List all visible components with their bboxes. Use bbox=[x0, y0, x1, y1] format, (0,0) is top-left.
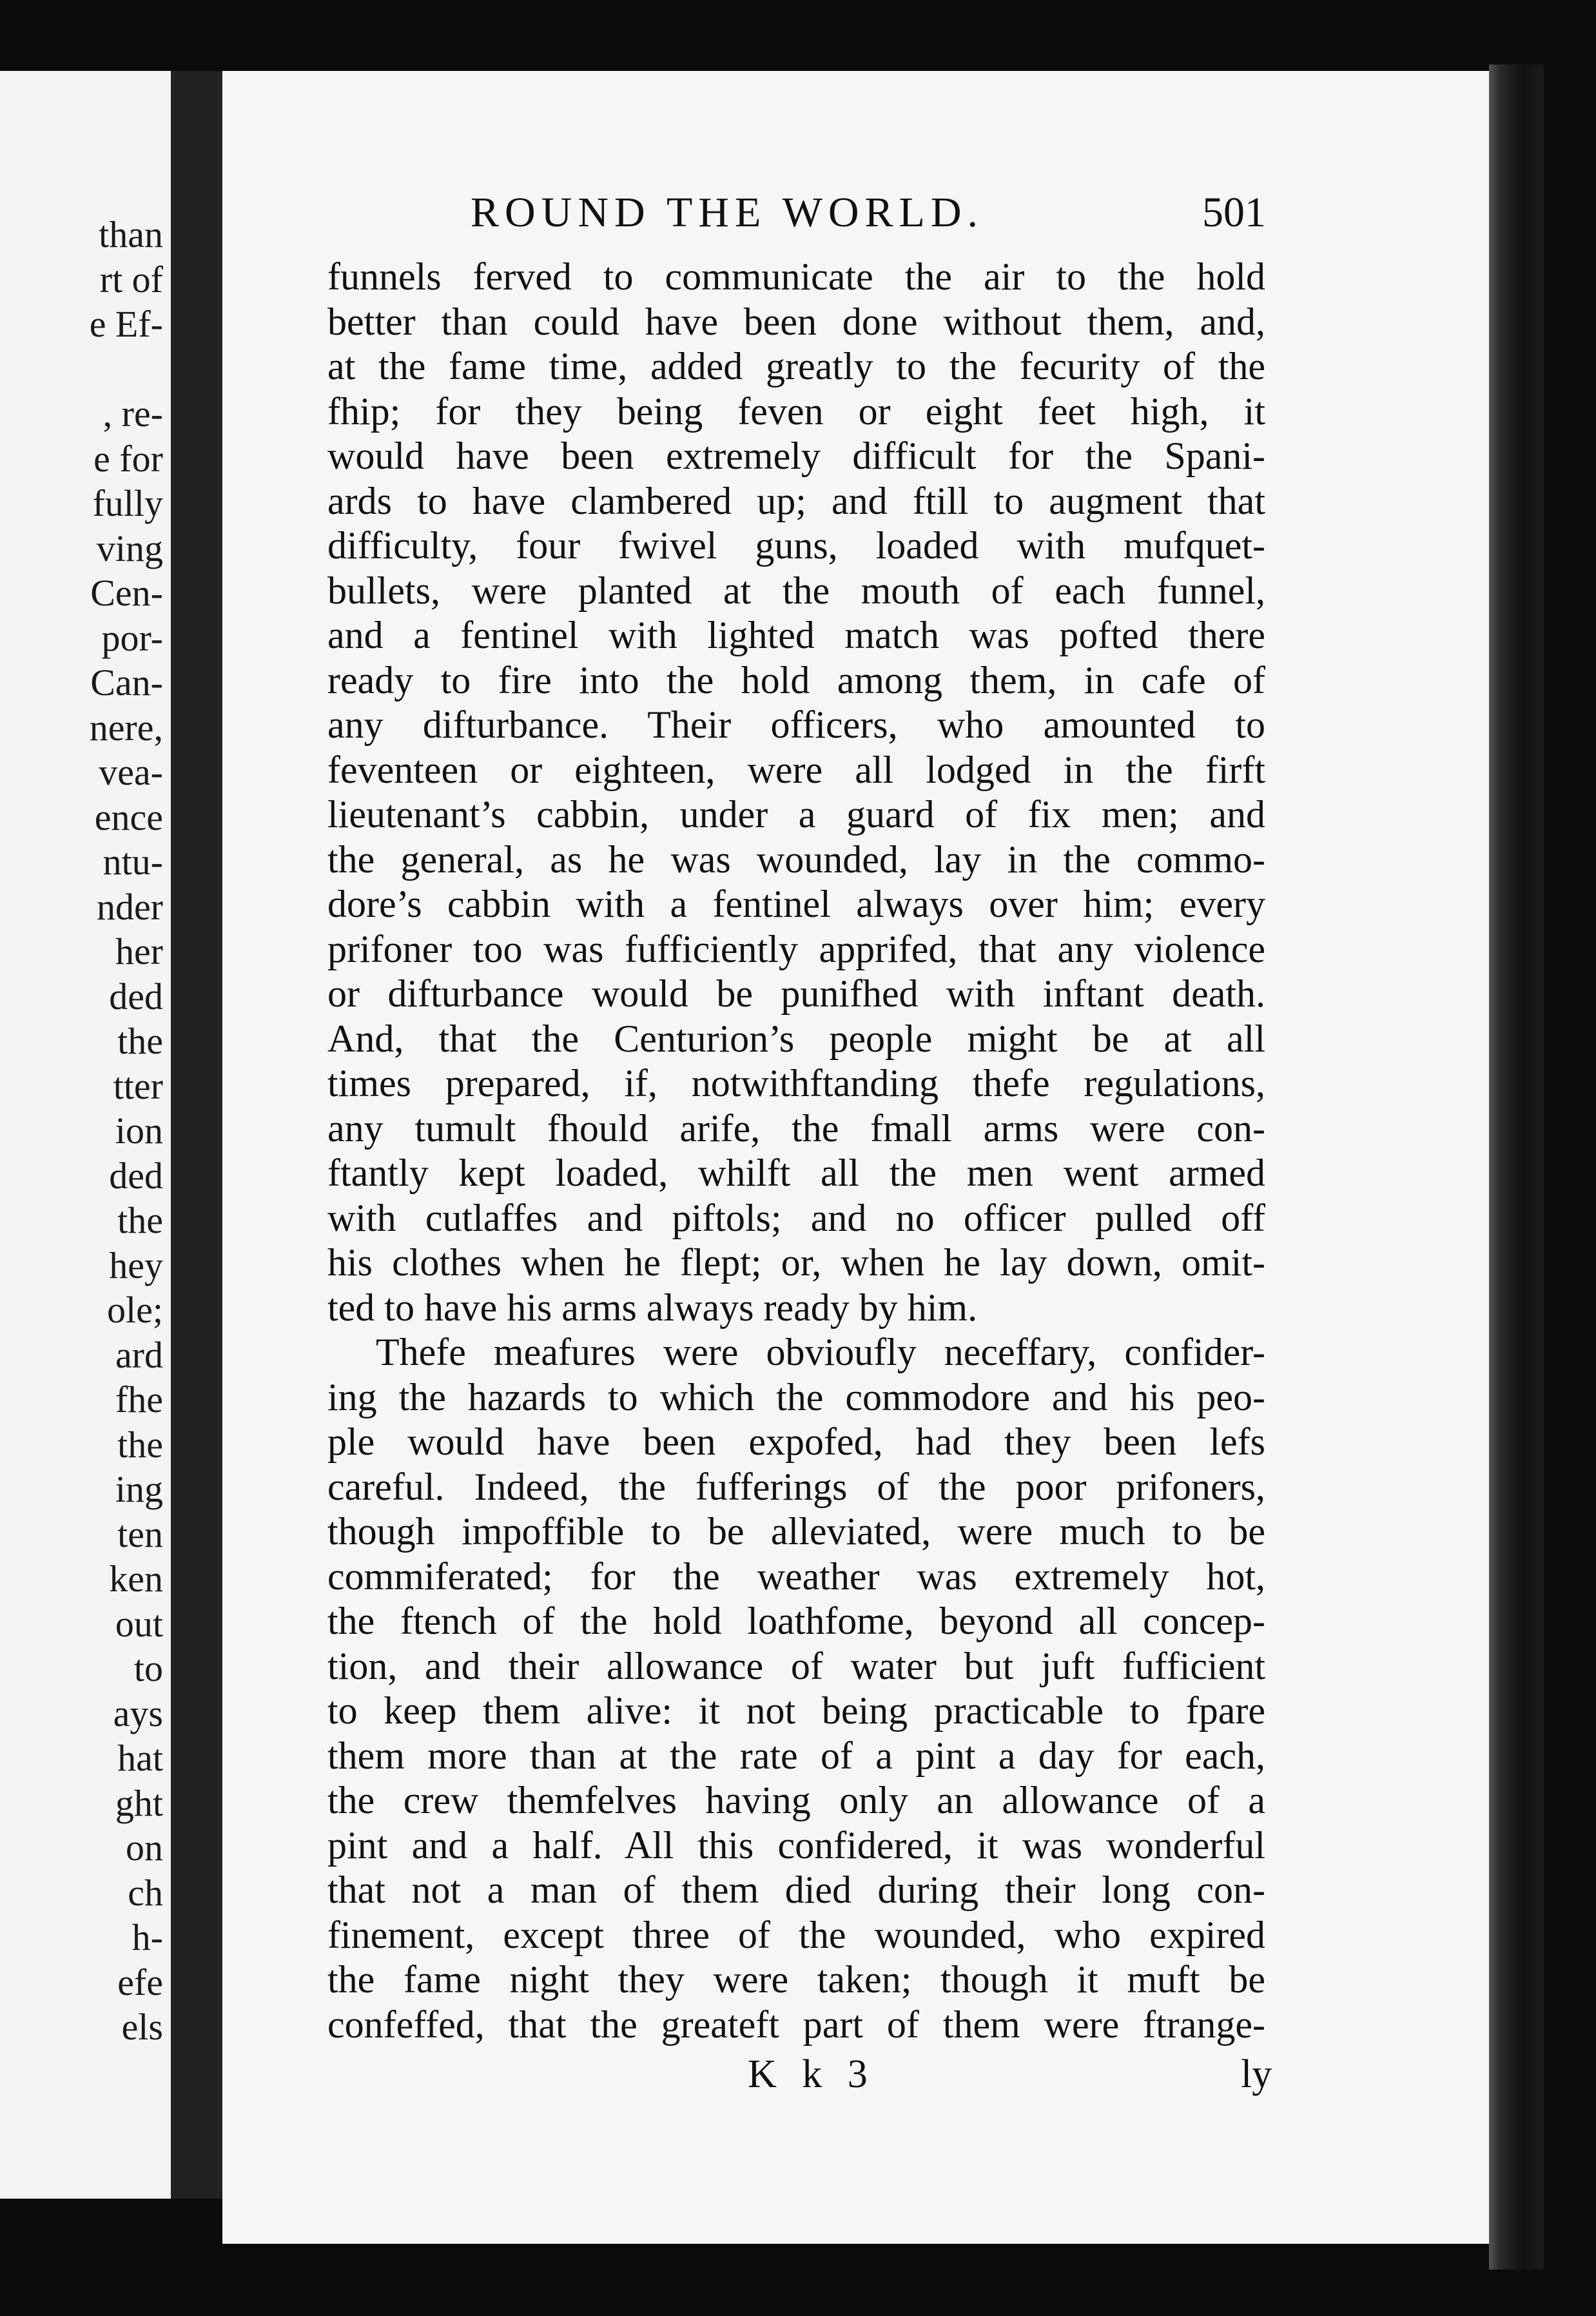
body-text bbox=[327, 255, 1265, 2047]
book-edge bbox=[1489, 64, 1544, 2270]
facing-page-line: por- bbox=[101, 616, 163, 659]
text-line: prifoner too was fufficiently apprifed, that any violence bbox=[327, 927, 1265, 970]
text-line: the crew themfelves having only an allowance of a bbox=[327, 1779, 1265, 1821]
text-line: the fame night they were taken; though it muft be bbox=[327, 1958, 1265, 2001]
facing-page-line: nder bbox=[96, 885, 163, 928]
text-line: to keep them alive: it not being practicable to fpare bbox=[327, 1689, 1265, 1732]
facing-page-line: the bbox=[117, 1020, 163, 1062]
facing-page-line: nere, bbox=[89, 706, 163, 749]
facing-page-line: ving bbox=[96, 527, 163, 569]
text-line: at the fame time, added greatly to the fecurity of the bbox=[327, 345, 1265, 388]
text-line: the ftench of the hold loathfome, beyond all concep- bbox=[327, 1600, 1265, 1642]
facing-page-fragment bbox=[0, 71, 171, 2199]
text-line: his clothes when he flept; or, when he lay down, omit- bbox=[327, 1241, 1265, 1284]
facing-page-line: ays bbox=[113, 1692, 163, 1734]
facing-page-line: ten bbox=[117, 1513, 163, 1555]
running-head: ROUND THE WORLD. bbox=[471, 189, 984, 236]
facing-page-line: ion bbox=[115, 1110, 163, 1152]
facing-page-line: Cen- bbox=[90, 572, 163, 614]
text-line: Thefe meafures were obvioufly neceffary, confider- bbox=[376, 1331, 1265, 1373]
text-line: ing the hazards to which the commodore and his peo- bbox=[327, 1375, 1265, 1418]
text-line: ards to have clambered up; and ftill to augment that bbox=[327, 479, 1265, 522]
facing-page-line: ded bbox=[109, 975, 163, 1017]
text-line: And, that the Centurion’s people might be at all bbox=[327, 1017, 1265, 1060]
text-line: commiferated; for the weather was extremely hot, bbox=[327, 1555, 1265, 1598]
signature-mark: K k 3 bbox=[748, 2052, 875, 2096]
text-line: times prepared, if, notwithftanding thefe regulations, bbox=[327, 1062, 1265, 1104]
facing-page-line: ken bbox=[109, 1558, 163, 1600]
facing-page-line: than bbox=[99, 213, 163, 255]
facing-page-line: tter bbox=[113, 1065, 163, 1107]
facing-page-line: Can- bbox=[90, 662, 163, 703]
facing-page-line: to bbox=[133, 1647, 163, 1689]
facing-page-line: rt of bbox=[99, 258, 163, 300]
text-line: bullets, were planted at the mouth of each funnel, bbox=[327, 569, 1265, 612]
text-line: or difturbance would be punifhed with inftant death. bbox=[327, 972, 1265, 1015]
text-line: ted to have his arms always ready by him. bbox=[327, 1286, 978, 1329]
text-line: ftantly kept loaded, whilft all the men went armed bbox=[327, 1152, 1265, 1194]
book-gutter bbox=[171, 71, 222, 2199]
facing-page-line: the bbox=[117, 1423, 163, 1466]
facing-page-line: e for bbox=[93, 437, 163, 480]
text-line: difficulty, four fwivel guns, loaded with mufquet- bbox=[327, 524, 1265, 567]
facing-page-line: out bbox=[115, 1602, 163, 1645]
text-line: feventeen or eighteen, were all lodged in the firft bbox=[327, 748, 1265, 791]
facing-page-line: the bbox=[117, 1199, 163, 1241]
facing-page-line: vea- bbox=[99, 751, 163, 793]
facing-page-line: hey bbox=[109, 1244, 163, 1286]
text-line: finement, except three of the wounded, who expired bbox=[327, 1913, 1265, 1956]
text-line: ple would have been expofed, had they been lefs bbox=[327, 1420, 1265, 1463]
facing-page-line: , re- bbox=[102, 393, 163, 435]
facing-page-line: hat bbox=[117, 1737, 163, 1779]
facing-page-line: ence bbox=[94, 796, 163, 838]
text-line: though impoffible to be alleviated, were much to be bbox=[327, 1510, 1265, 1553]
facing-page-line: ole; bbox=[107, 1289, 163, 1331]
text-line: confeffed, that the greateft part of them were ftrange- bbox=[327, 2003, 1265, 2046]
text-line: funnels ferved to communicate the air to the hold bbox=[327, 255, 1265, 298]
facing-page-line: ght bbox=[115, 1781, 163, 1824]
text-line: pint and a half. All this confidered, it was wonderful bbox=[327, 1823, 1265, 1867]
text-line: with cutlaffes and piftols; and no officer pulled off bbox=[327, 1196, 1265, 1239]
text-line: better than could have been done without them, and, bbox=[327, 300, 1265, 343]
text-line: them more than at the rate of a pint a day for each, bbox=[327, 1734, 1265, 1777]
facing-page-line: ch bbox=[128, 1871, 163, 1914]
text-line: lieutenant’s cabbin, under a guard of fix men; and bbox=[327, 793, 1265, 836]
facing-page-line: her bbox=[115, 930, 163, 972]
facing-page-line: efe bbox=[117, 1961, 163, 2003]
facing-page-line: h- bbox=[131, 1916, 163, 1958]
facing-page-line: fully bbox=[92, 482, 163, 524]
text-line: the general, as he was wounded, lay in the commo- bbox=[327, 838, 1265, 881]
text-line: would have been extremely difficult for the Spani- bbox=[327, 435, 1265, 477]
text-line: tion, and their allowance of water but juft fufficient bbox=[327, 1644, 1265, 1687]
text-line: and a fentinel with lighted match was pofted there bbox=[327, 614, 1265, 656]
facing-page-line: ing bbox=[115, 1468, 163, 1510]
text-line: that not a man of them died during their long con- bbox=[327, 1869, 1265, 1911]
facing-page-line: els bbox=[121, 2006, 163, 2048]
facing-page-line: ard bbox=[115, 1333, 163, 1376]
text-line: any tumult fhould arife, the fmall arms were con- bbox=[327, 1106, 1265, 1150]
text-line: fhip; for they being feven or eight feet high, it bbox=[327, 389, 1265, 433]
facing-page-line: ntu- bbox=[102, 841, 163, 883]
text-line: careful. Indeed, the fufferings of the poor prifoners, bbox=[327, 1465, 1265, 1508]
text-line: any difturbance. Their officers, who amounted to bbox=[327, 703, 1265, 746]
facing-page-line: e Ef- bbox=[89, 303, 163, 345]
text-line: ready to fire into the hold among them, in cafe of bbox=[327, 658, 1265, 702]
facing-page-line: ded bbox=[109, 1154, 163, 1197]
catchword: ly bbox=[1241, 2052, 1272, 2096]
text-line: dore’s cabbin with a fentinel always over him; every bbox=[327, 883, 1265, 925]
facing-page-line: on bbox=[126, 1827, 163, 1869]
facing-page-line: fhe bbox=[115, 1379, 163, 1420]
page-number: 501 bbox=[1202, 189, 1266, 236]
